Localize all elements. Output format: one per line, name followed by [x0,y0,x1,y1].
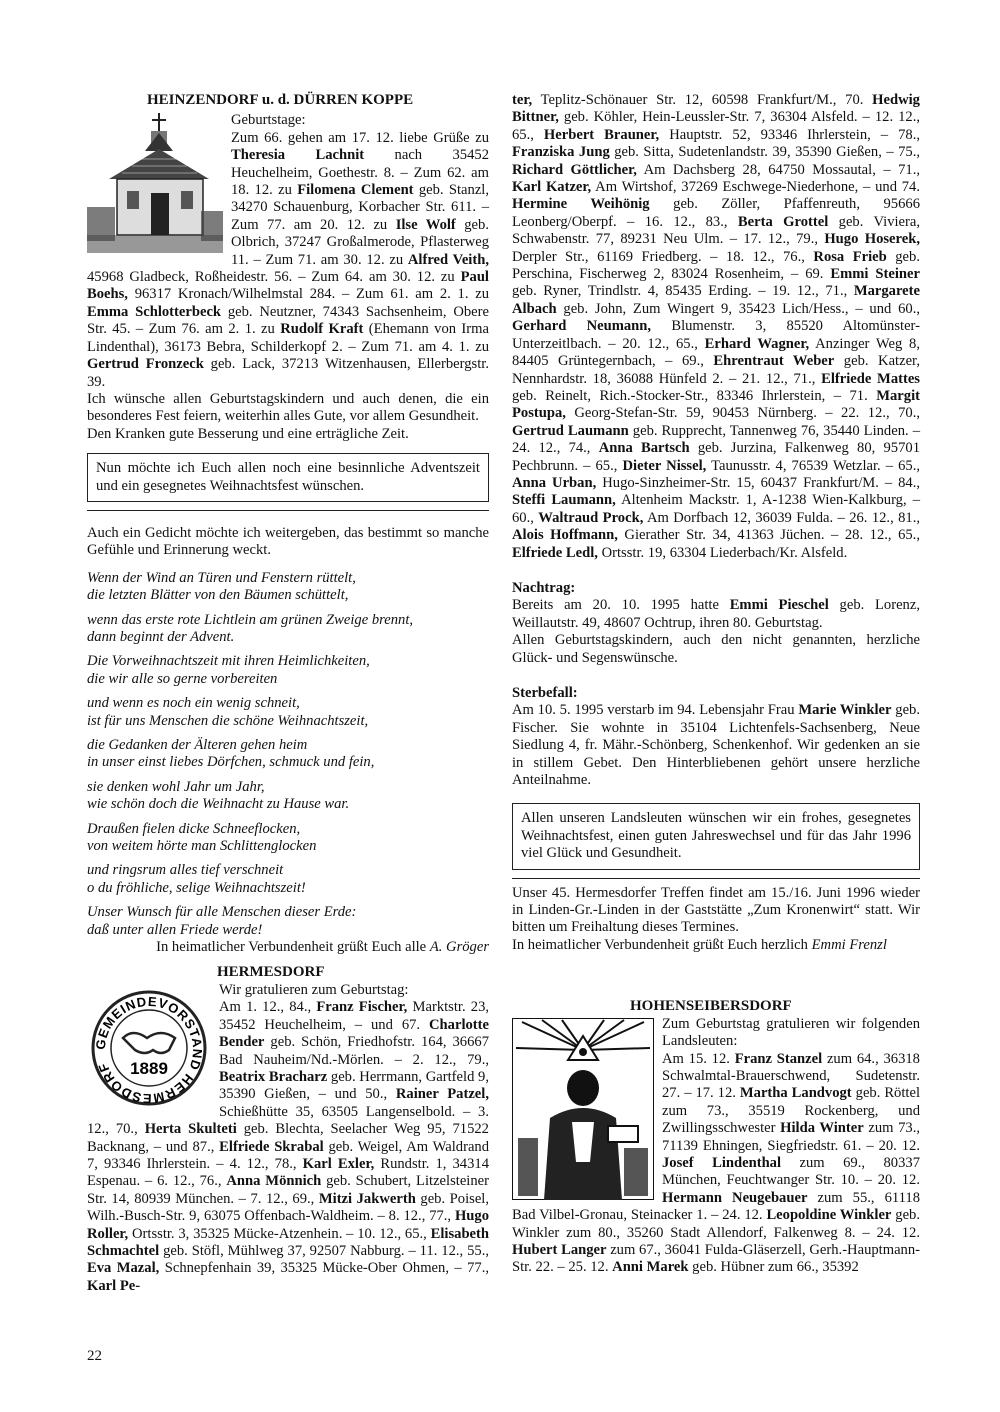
text: zum 69., 80337 München, Feuchtwanger Str. 10. – 20. 12. [662,1154,920,1189]
person-name: Anni Marek [612,1259,689,1276]
text: geb. Lack, 37213 Witzenhausen, Ellerbergstr. 39. [87,356,489,390]
poem [87,570,489,939]
person-name: Alois Hoffmann, [512,527,618,544]
person-name: Emma Schlotterbeck [87,303,222,320]
text: Georg-Stefan-Str. 59, 90453 Nürnberg. – 22. 12., 70., [574,405,920,422]
text: geb. Stöfl, Mühlweg 37, 92507 Nabburg. – 11. 12., 55., [163,1242,489,1259]
poem-line: Unser Wunsch für alle Menschen dieser Erde: [87,904,357,921]
text: Am 10. 5. 1995 verstarb im 94. Lebensjahr Frau [512,702,795,719]
person-name: Gerhard Neumann, [512,318,652,335]
person-name: Anna Urban, [512,474,597,491]
person-name: Margit Postupa, [512,387,920,422]
nachtrag-text [512,597,920,632]
text: geb. Winkler zum 80., 35260 Stadt Allendorf, Falkenweg 8. – 24. 12. [512,1207,920,1241]
person-name: ter, [512,92,533,108]
person-name: Hubert Langer [512,1241,607,1258]
text: zum 73., 71139 Ehningen, Siegfriedstr. 61. – 20. 12. [662,1120,920,1154]
poem-line: wenn das erste rote Lichtlein am grünen Zweige brennt, [87,611,414,628]
person-name: Emmi Steiner [830,266,920,283]
person-name: Franz Stanzel [734,1050,823,1067]
poem-line: daß unter allen Friede werde! [87,921,263,938]
text: (Ehemann von Irma Lindenthal), 36173 Bebra, Schilderkopf 2. – Zum 71. am 4. 1. zu [87,321,489,355]
text: Altenheim Mackstr. 1, A-1238 Wien-Kalkburg, – 60., [512,492,921,526]
text: Rundstr. 1, 34314 Espenau. – 6. 12., 76., [87,1155,489,1190]
text: geb. Blechta, Seelacher Weg 95, 71522 Backnang, – und 87., [87,1121,489,1155]
hermesdorf-intro: Wir gratulieren zum Geburtstag: [219,981,409,998]
text: geb. Neutzner, 74343 Sachsenheim, Obere Str. 45. – Zum 76. am 2. 1. zu [87,303,489,338]
person-name: Karl Pe- [87,1277,141,1294]
text: Blumenstr. 3, 85520 Altomünster-Unterzeitlbach. – 20. 12., 65., [512,318,920,352]
text: geb. Katzer, Nennhardstr. 18, 36088 Hünfeld 2. – 21. 12., 71., [512,353,920,387]
person-name: Rosa Frieb [813,248,887,265]
divider [87,510,489,511]
text: Am 15. 12. [662,1050,730,1067]
divider [512,878,920,879]
poem-line: dann beginnt der Advent. [87,628,235,645]
person-name: Herbert Brauner, [543,126,660,143]
poem-line: Die Vorweihnachtszeit mit ihren Heimlichkeiten, [87,653,370,670]
text: Gierather Str. 34, 41363 Jüchen. – 28. 12., 65., [624,527,920,544]
poem-line: wie schön doch die Weihnacht zu Hause war. [87,796,350,813]
text: geb. Poisel, Wilh.-Busch-Str. 9, 63075 Offenbach-Waldheim. – 8. 12., 77., [87,1190,489,1225]
person-name: Dieter Nissel, [622,457,707,474]
text: geb. Stanzl, 34270 Schauenburg, Korbacher Str. 611. – Zum 77. am 20. 12. zu [231,182,490,233]
text: Derpler Str., 61169 Friedberg. – 18. 12., 76., [512,248,805,265]
person-name: Hermine Weihönig [512,196,650,213]
poem-line: und wenn es noch ein wenig schneit, [87,695,300,712]
text: 96317 Kronach/Wilhelmstal 284. – Zum 61. am 2. 1. zu [134,286,490,303]
page-number: 22 [87,1348,102,1364]
text: Bereits am 20. 10. 1995 hatte [512,597,719,614]
person-name: Franziska Jung [512,144,610,161]
chapel-illustration [87,111,223,253]
text: geb. Perschina, Fischerweg 2, 83024 Rosenheim, – 69. [512,248,920,283]
person-name: Anna Bartsch [598,440,690,457]
person-name: Elfriede Mattes [821,370,920,387]
poem-line: die Gedanken der Älteren gehen heim [87,737,308,753]
person-name: Theresia Lachnit [231,147,365,164]
person-name: Paul Boehs, [87,269,489,303]
person-name: Waltraud Prock, [538,509,644,526]
text: geb. Reinelt, Rich.-Stocker-Str., 83346 Ihrlerstein, – 71. [512,387,868,404]
person-name: Ilse Wolf [395,216,456,233]
text: nach 35452 Heuchelheim, Goethestr. 8. – Zum 62. am 18. 12. zu [231,147,489,199]
sick-paragraph: Den Kranken gute Besserung und eine erträgliche Zeit. [87,425,409,442]
text: zum 64., 36318 Schwalmtal-Brauerschwend, Sudetenstr. 27. – 17. 12. [662,1050,920,1102]
greetings-box-text: Allen unseren Landsleuten wünschen wir ein frohes, gesegnetes Weihnachtsfest, einen guten Jahreswechsel und für das Jahr 1996 viel Glück und Gesundheit. [521,810,911,862]
person-name: Erhard Wagner, [704,335,810,352]
text: geb. Olbrich, 37247 Großalmerode, Pflasterweg 11. – Zum 71. am 30. 12. zu [231,216,489,268]
hermesdorf-title: HERMESDORF [217,964,325,981]
hermesdorf-closing [512,937,920,954]
text: geb. Sitta, Sudetenlandstr. 39, 35390 Gießen, – 75., [614,144,921,161]
poem-line: Wenn der Wind an Türen und Fenstern rüttelt, [87,569,356,586]
poem-line: die wir alle so gerne vorbereiten [87,670,278,687]
person-name: Gertrud Laumann [512,422,629,439]
person-name: Karl Exler, [302,1155,375,1172]
advent-box-text: Nun möchte ich Euch allen noch eine besinnliche Adventszeit und ein gesegnetes Weihnachtsfest wünschen. [96,460,480,494]
poem-intro: Auch ein Gedicht möchte ich weitergeben, das bestimmt so manche Gefühle und Erinnerung weckt. [87,524,489,559]
person-name: Rudolf Kraft [280,321,364,338]
person-name: Josef Lindenthal [662,1154,782,1171]
person-name: Franz Fischer, [316,999,408,1016]
text: geb. Ryner, Trindlstr. 4, 85435 Erding. – 19. 12., 71., [512,283,848,300]
person-name: Alfred Veith, [407,251,489,268]
person-name: Beatrix Bracharz [219,1068,328,1085]
person-name: Ehrentraut Weber [713,353,835,370]
text: geb. Jurzina, Falkenweg 80, 95701 Pechbrunn. – 65., [512,440,920,474]
woodcut-illustration [512,1018,654,1200]
person-name: Anna Mönnich [226,1173,322,1190]
person-name: Karl Katzer, [512,179,592,196]
text: geb. Röttel zum 73., 35519 Rockenberg, und Zwillingsschwester [662,1085,920,1137]
text: Taunusstr. 4, 76539 Wetzlar. – 65., [711,457,921,474]
signature: Emmi Frenzl [811,936,887,953]
text: Zum 66. gehen am 17. 12. liebe Grüße zu [231,129,489,146]
right-column [512,92,920,1277]
person-name: Hilda Winter [780,1120,864,1137]
poem-line: in unser einst liebes Dörfchen, schmuck und fein, [87,754,375,771]
text: zum 67., 36041 Fulda-Gläserzell, Gerh.-Hauptmann-Str. 22. – 25. 12. [512,1241,920,1276]
text: geb. Rupprecht, Tannenweg 76, 35440 Linden. – 24. 12., 74., [512,422,920,457]
nachtrag-wishes: Allen Geburtstagskindern, auch den nicht genannten, herzliche Glück- und Segenswünsche. [512,632,920,666]
closing-text: In heimatlicher Verbundenheit grüßt Euch alle [156,939,427,956]
signature: A. Gröger [429,939,489,956]
treffen-text: Unser 45. Hermesdorfer Treffen findet am 15./16. Juni 1996 wieder in Linden-Gr.-Linden in der Gaststätte „Zum Kronenwirt“ statt. Wir bitten um Freihaltung dieses Termines. [512,884,920,936]
text: geb. Köhler, Hein-Leussler-Str. 7, 36304 Alsfeld. – 12. 12., 65., [512,109,920,143]
wish-paragraph: Ich wünsche allen Geburtstagskindern und auch denen, die ein besonderes Fest feiern, weiterhin alles Gute, vor allem Gesundheit. [87,390,489,425]
person-name: Rainer Patzel, [395,1086,489,1103]
person-name: Mitzi Jakwerth [318,1190,416,1207]
person-name: Charlotte Bender [219,1016,489,1051]
text: Ortsstr. 3, 35325 Mücke-Atzenhein. – 10. 12., 65., [132,1225,427,1242]
advent-box [87,453,489,502]
person-name: Steffi Laumann, [512,492,616,509]
person-name: Marie Winkler [798,702,892,719]
text: Marktstr. 23, 35452 Heuchelheim, – und 67. [219,999,490,1033]
person-name: Hedwig Bittner, [512,92,920,126]
text: Hauptstr. 52, 93346 Ihrlerstein, – 78., [669,126,920,143]
person-name: Elisabeth Schmachtel [87,1225,490,1259]
poem-line: und ringsrum alles tief verschneit [87,862,284,879]
heinzendorf-title: HEINZENDORF u. d. DÜRREN KOPPE [147,92,414,108]
person-name: Filomena Clement [297,182,414,199]
left-column [87,92,489,1295]
heinzendorf-closing [87,939,489,956]
text: Ortsstr. 19, 63304 Liederbach/Kr. Alsfeld. [601,544,848,561]
person-name: Hugo Roller, [87,1208,489,1242]
text: geb. Herrmann, Gartfeld 9, 35390 Gießen, – und 50., [219,1068,489,1103]
greetings-box [512,803,920,869]
sterbefall-heading: Sterbefall: [512,685,578,701]
person-name: Eva Mazal, [87,1260,160,1277]
text: 45968 Gladbeck, Roßheidestr. 56. – Zum 64. am 30. 12. zu [87,269,455,286]
hermesdorf-continued [512,92,920,562]
text: Am Dorfbach 12, 36039 Fulda. – 26. 12., 81., [646,509,921,526]
text: Am Wirtshof, 37269 Eschwege-Niederhone, – und 74. [595,179,920,196]
text: geb. Weigel, Am Waldrand 7, 93346 Ihrlerstein. – 4. 12., 78., [87,1138,490,1172]
poem-line: von weitem hörte man Schlittenglocken [87,838,317,855]
text: geb. Fischer. Sie wohnte in 35104 Lichtenfels-Sachsenberg, Neue Siedlung 4, fr. Mähr.-Schönberg, Schenkenhof. Wir gedenken an sie in stillem Gebet. Den Hinterbliebenen gehört unsere herzliche Anteilnahme. [512,702,921,789]
text: geb. Hübner zum 66., 35392 [692,1259,859,1276]
hermesdorf-seal [87,988,211,1108]
hohenseibersdorf-intro: Zum Geburtstag gratulieren wir folgenden Landsleuten: [662,1015,920,1050]
poem-line: ist für uns Menschen die schöne Weihnachtszeit, [87,712,369,729]
text: Schießhütte 35, 63505 Langenselbold. – 3. 12., 70., [87,1103,489,1138]
text: geb. Zöller, Pfaffenreuth, 95666 Leonberg/Oberpf. – 16. 12., 83., [512,196,920,230]
poem-line: sie denken wohl Jahr um Jahr, [87,778,265,795]
person-name: Margarete Albach [512,283,920,317]
text: Am Dachsberg 28, 64750 Mossautal, – 71., [643,161,920,178]
text: geb. Viviera, Schwabenstr. 77, 89231 Neu Ulm. – 17. 12., 79., [512,213,921,248]
nachtrag-heading: Nachtrag: [512,579,576,596]
poem-line: o du fröhliche, selige Weihnachtszeit! [87,879,306,896]
text: Anzinger Weg 8, 84405 Grüntegernbach, – 69., [512,335,920,370]
text: geb. John, Zum Wingert 9, 35423 Lich/Hess., – und 60., [563,300,920,317]
person-name: Gertrud Fronzeck [87,356,204,373]
text: geb. Lorenz, Weillautstr. 49, 48607 Ochtrup, ihren 80. Geburtstag. [512,597,920,631]
person-name: Berta Grottel [737,213,829,230]
person-name: Hermann Neugebauer [662,1189,808,1206]
poem-line: die letzten Blätter von den Bäumen schüttelt, [87,587,349,604]
text: geb. Schubert, Litzelsteiner Str. 14, 80939 München. – 7. 12., 69., [87,1173,489,1207]
text: Hugo-Sinzheimer-Str. 15, 60437 Frankfurt/M. – 84., [602,474,921,491]
person-name: Herta Skulteti [144,1121,237,1138]
text: zum 55., 61118 Bad Vilbel-Gronau, Steinacker 1. – 24. 12. [512,1189,920,1224]
seal-year: 1889 [130,1058,168,1078]
person-name: Richard Göttlicher, [512,161,637,178]
sterbefall-text [512,702,920,789]
seal-text: GEMEINDEVORSTAND HERMESDORF [92,993,206,1107]
text: Schnepfenhain 39, 35325 Mücke-Ober Ohmen, – 77., [164,1260,489,1277]
person-name: Emmi Pieschel [729,597,829,614]
person-name: Elfriede Ledl, [512,544,598,561]
heinzendorf-intro: Geburtstage: [231,112,306,129]
hohenseibersdorf-title: HOHENSEIBERSDORF [630,998,792,1015]
poem-line: Draußen fielen dicke Schneeflocken, [87,820,301,837]
person-name: Hugo Hoserek, [824,231,920,248]
closing-text: In heimatlicher Verbundenheit grüßt Euch herzlich [512,936,808,953]
text: Am 1. 12., 84., [219,999,312,1016]
person-name: Elfriede Skrabal [219,1138,324,1155]
text: Teplitz-Schönauer Str. 12, 60598 Frankfurt/M., 70. [540,92,864,108]
person-name: Martha Landvogt [739,1085,852,1102]
person-name: Leopoldine Winkler [766,1207,892,1224]
text: geb. Schön, Friedhofstr. 164, 36667 Bad Nauheim/Nd.-Mörlen. – 2. 12., 79., [219,1034,489,1068]
